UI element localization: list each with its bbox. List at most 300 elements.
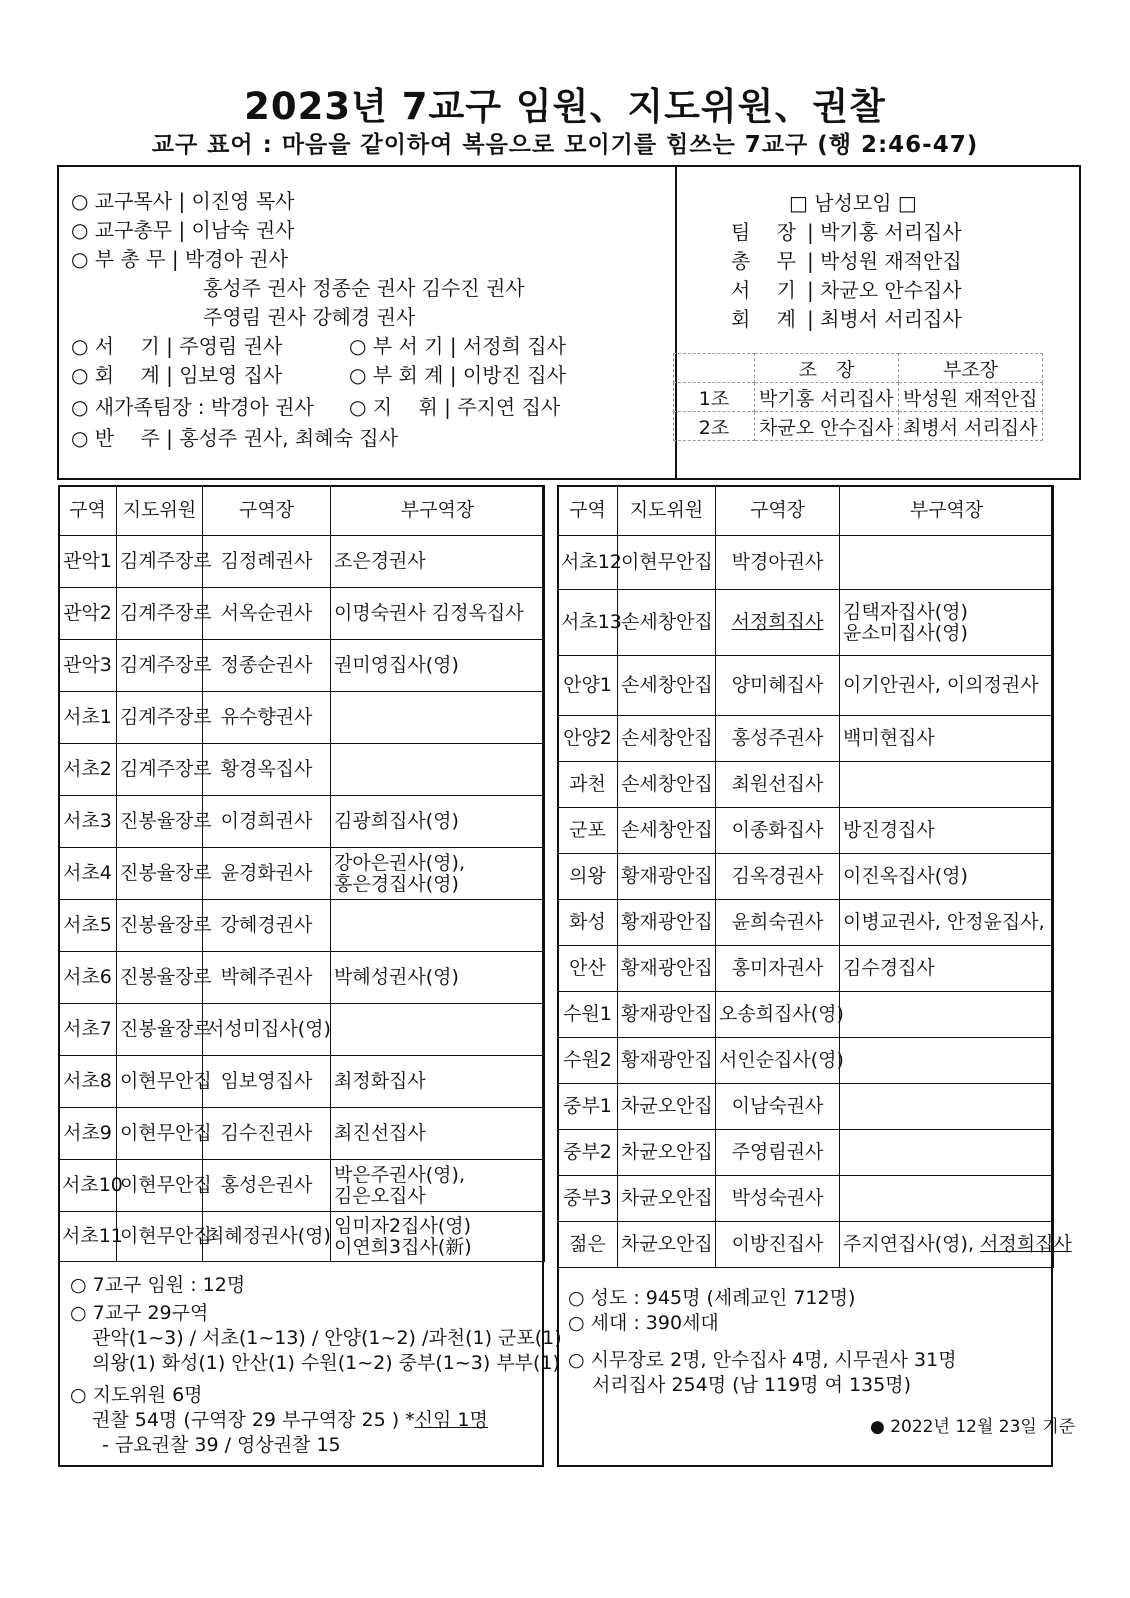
- advisor-name: [618, 656, 716, 716]
- advisor-name: [618, 1038, 716, 1084]
- advisor-name-text: 이현무안집: [120, 1225, 212, 1247]
- district-leader: [203, 1004, 331, 1056]
- district-name: [59, 1212, 123, 1262]
- advisor-name-text: 손세창안집: [621, 727, 713, 749]
- table-row: [558, 1038, 1054, 1084]
- district-leader: [203, 848, 331, 900]
- sub-leaders: [840, 590, 1054, 656]
- district-name-text: 의왕: [569, 865, 606, 887]
- advisor-name: [618, 1130, 716, 1176]
- sub-leader: 이연희3집사(新): [334, 1235, 472, 1258]
- advisor-name: [117, 952, 212, 1004]
- district-leader-text: 박혜주권사: [220, 966, 313, 988]
- district-name-text: 서초7: [63, 1018, 112, 1040]
- advisor-name: [117, 1056, 212, 1108]
- sub-leaders: [840, 854, 1054, 900]
- advisor-name-text: 손세창안집: [621, 611, 713, 633]
- district-name-text: 수원1: [563, 1003, 612, 1025]
- district-leader: [203, 536, 331, 588]
- advisor-name-text: 진봉율장로: [120, 966, 212, 988]
- officer-general: ○ 교구총무 | 이남숙 권사: [71, 218, 295, 242]
- table-row: [558, 808, 1054, 854]
- sub-leaders: [840, 900, 1054, 946]
- sub-leaders: [840, 536, 1054, 590]
- page-title: 2023년 7교구 임원、지도위원、권찰: [244, 85, 886, 128]
- sub-leader: 최정화집사: [334, 1070, 426, 1092]
- advisor-name-text: 김계주장로: [120, 758, 212, 780]
- district-leader-text: 서인순집사(영): [719, 1049, 844, 1071]
- officer-vice-treasurer: ○ 부 회 계 | 이방진 집사: [349, 363, 566, 387]
- advisor-name-text: 차균오안집: [621, 1233, 713, 1255]
- table-row: [59, 1160, 545, 1212]
- district-name-text: 관악2: [63, 602, 112, 624]
- district-name: [59, 900, 117, 952]
- table-header: 지도위원: [117, 486, 203, 536]
- advisor-name: [117, 796, 212, 848]
- table-header: 구역: [59, 486, 117, 536]
- advisor-name: [618, 1176, 716, 1222]
- district-name: [558, 992, 618, 1038]
- table-row: [59, 900, 545, 952]
- sub-leaders: [840, 1130, 1054, 1176]
- district-leader-text: 양미혜집사: [731, 674, 824, 696]
- summary-staff: ○ 시무장로 2명, 안수집사 4명, 시무권사 31명: [568, 1349, 957, 1371]
- advisor-name: [117, 744, 212, 796]
- sub-leaders: [840, 656, 1054, 716]
- sub-leader: 이기안권사, 이의정권사: [843, 674, 1039, 696]
- table-row: [59, 640, 545, 692]
- district-leader: [203, 952, 331, 1004]
- advisor-name-text: 이현무안집: [120, 1070, 212, 1092]
- district-name: [558, 536, 622, 590]
- table-header: 부구역장: [331, 486, 545, 536]
- sub-leaders: [840, 1176, 1054, 1222]
- sub-leaders: [840, 1038, 1054, 1084]
- sub-leader: 최진선집사: [334, 1122, 426, 1144]
- district-name: [59, 588, 117, 640]
- officer-vice-secretary: ○ 부 서 기 | 서정희 집사: [349, 334, 566, 358]
- district-leader: [203, 1212, 331, 1262]
- summary-advisors: ○ 지도위원 6명: [70, 1384, 203, 1406]
- sub-leaders: [331, 796, 545, 848]
- district-leader-text: 임보영집사: [220, 1070, 313, 1092]
- district-leader-text: 홍성은권사: [220, 1174, 313, 1196]
- district-name: [59, 796, 117, 848]
- table-row: [59, 1212, 545, 1262]
- district-name: [558, 946, 618, 992]
- advisor-name: [618, 716, 716, 762]
- district-leader: [203, 692, 331, 744]
- district-name-text: 서초2: [63, 758, 112, 780]
- advisor-name-text: 차균오안집: [621, 1095, 713, 1117]
- advisor-name: [618, 762, 716, 808]
- district-name: [558, 1176, 618, 1222]
- sub-leaders: [840, 762, 1054, 808]
- advisor-name: [117, 1004, 212, 1056]
- summary-gwonchal-detail: - 금요권찰 39 / 영상권찰 15: [102, 1434, 341, 1456]
- district-name-text: 서초10: [62, 1174, 123, 1196]
- advisor-name: [117, 848, 212, 900]
- advisor-name-text: 김계주장로: [120, 706, 212, 728]
- officer-pastor: ○ 교구목사 | 이진영 목사: [71, 189, 295, 213]
- district-leader: [203, 1108, 331, 1160]
- district-leader: [716, 716, 840, 762]
- advisor-name: [117, 900, 212, 952]
- officer-treasurer: ○ 회 계 | 임보영 집사: [71, 363, 283, 387]
- district-leader: [203, 588, 331, 640]
- sub-leader: 이병교권사, 안정윤집사,: [843, 911, 1045, 933]
- district-leader: [716, 656, 840, 716]
- district-name: [59, 1056, 117, 1108]
- district-leader: [716, 1176, 840, 1222]
- table-row: [59, 1108, 545, 1160]
- district-name-text: 과천: [569, 773, 606, 795]
- sub-leader: 김수경집사: [843, 957, 935, 979]
- table-header: [674, 354, 755, 383]
- advisor-name: [117, 640, 212, 692]
- men-role: 회 계: [731, 307, 796, 331]
- advisor-name: [618, 900, 716, 946]
- advisor-name-text: 진봉율장로: [120, 862, 212, 884]
- table-row: [558, 716, 1054, 762]
- advisor-name-text: 손세창안집: [621, 674, 713, 696]
- advisor-name-text: 이현무안집: [120, 1174, 212, 1196]
- sub-leader: 임미자2집사(영): [334, 1214, 472, 1237]
- district-leader: [203, 1056, 331, 1108]
- summary-officers: ○ 7교구 임원 : 12명: [70, 1274, 246, 1296]
- group-sub: 최병서 서리집사: [899, 412, 1043, 441]
- table-header: 구역: [558, 486, 618, 536]
- table-row: [558, 1176, 1054, 1222]
- district-name-text: 서초9: [63, 1122, 112, 1144]
- table-header-row: [59, 486, 545, 536]
- sub-leader: 이명숙권사 김정옥집사: [334, 602, 524, 624]
- sub-leaders: [331, 1004, 545, 1056]
- men-groups-table: [673, 353, 1043, 441]
- men-name: | 최병서 서리집사: [807, 307, 962, 331]
- advisor-name-text: 황재광안집: [621, 865, 713, 887]
- district-leader-text: 김수진권사: [220, 1122, 313, 1144]
- left-district-table: [58, 485, 545, 1262]
- sub-leaders: [331, 1108, 545, 1160]
- officer-conductor: ○ 지 휘 | 주지연 집사: [349, 395, 561, 419]
- district-leader-text: 이방진집사: [731, 1233, 824, 1255]
- district-leader-text: 이종화집사: [731, 819, 824, 841]
- sub-leaders: [331, 900, 545, 952]
- men-name: | 박성원 재적안집: [807, 249, 962, 273]
- table-row: [59, 952, 545, 1004]
- officer-accompanist: ○ 반 주 | 홍성주 권사, 최혜숙 집사: [71, 426, 398, 450]
- district-name: [59, 1108, 117, 1160]
- sub-leader: 방진경집사: [843, 819, 935, 841]
- district-name: [59, 1160, 123, 1212]
- district-name-text: 수원2: [563, 1049, 612, 1071]
- district-leader-text: 이경희권사: [220, 810, 313, 832]
- officers-box: [57, 165, 1081, 480]
- district-leader: [716, 762, 840, 808]
- district-name: [59, 848, 117, 900]
- men-name: | 박기홍 서리집사: [807, 220, 962, 244]
- sub-leader: 권미영집사(영): [334, 654, 459, 676]
- district-name-text: 안산: [569, 957, 606, 979]
- district-leader: [716, 946, 840, 992]
- district-leader-text: 홍성주권사: [731, 727, 824, 749]
- district-leader: [716, 536, 840, 590]
- sub-leaders: [331, 952, 545, 1004]
- advisor-name-text: 김계주장로: [120, 602, 212, 624]
- district-leader-text: 주영림권사: [731, 1141, 824, 1163]
- district-name: [558, 656, 618, 716]
- table-header: 부구역장: [840, 486, 1054, 536]
- district-leader-text: 홍미자권사: [731, 957, 824, 979]
- sub-leaders: [331, 1160, 545, 1212]
- district-leader: [203, 796, 331, 848]
- sub-leader: 홍은경집사(영): [334, 872, 459, 895]
- summary-deacons: 서리집사 254명 (남 119명 여 135명): [592, 1374, 912, 1396]
- summary-households: ○ 세대 : 390세대: [568, 1312, 719, 1334]
- district-name-text: 서초5: [63, 914, 112, 936]
- table-row: [558, 992, 1054, 1038]
- summary-district-list: 의왕(1) 화성(1) 안산(1) 수원(1~2) 중부(1~3) 부부(1): [92, 1352, 560, 1374]
- district-leader-text: 서정희집사: [731, 611, 824, 633]
- district-leader: [716, 992, 844, 1038]
- district-leader-text: 오송희집사(영): [719, 1003, 844, 1025]
- advisor-name: [618, 1222, 716, 1268]
- district-name-text: 관악3: [63, 654, 112, 676]
- officer-vice-general-more: 홍성주 권사 정종순 권사 김수진 권사: [203, 276, 525, 300]
- district-name: [59, 744, 117, 796]
- advisor-name: [618, 1084, 716, 1130]
- district-name: [558, 1038, 618, 1084]
- advisor-name: [618, 854, 716, 900]
- sub-leaders: [331, 744, 545, 796]
- district-leader: [716, 900, 840, 946]
- district-name: [558, 762, 618, 808]
- district-name-text: 중부2: [563, 1141, 612, 1163]
- men-role: 총 무: [731, 249, 796, 273]
- district-name-text: 안양1: [563, 674, 612, 696]
- sub-leaders: [331, 640, 545, 692]
- officer-vice-general: ○ 부 총 무 | 박경아 권사: [71, 247, 288, 271]
- table-row: [59, 848, 545, 900]
- district-leader-text: 황경옥집사: [220, 758, 313, 780]
- district-leader-text: 김옥경권사: [731, 865, 824, 887]
- men-name: | 차균오 안수집사: [807, 278, 962, 302]
- table-row: [558, 854, 1054, 900]
- sub-leader: 조은경권사: [334, 550, 426, 572]
- district-leader-text: 유수향권사: [220, 706, 313, 728]
- sub-leader: 박은주권사(영),: [334, 1163, 465, 1186]
- district-leader-text: 윤경화권사: [220, 862, 313, 884]
- district-leader: [203, 900, 331, 952]
- advisor-name: [117, 1108, 212, 1160]
- district-name: [59, 692, 117, 744]
- district-name: [558, 590, 622, 656]
- summary-district-list: 관악(1~3) / 서초(1~13) / 안양(1~2) /과천(1) 군포(1): [92, 1327, 562, 1349]
- table-header: 지도위원: [618, 486, 716, 536]
- table-row: [59, 536, 545, 588]
- table-row: [558, 946, 1054, 992]
- district-name: [59, 536, 117, 588]
- table-row: [59, 588, 545, 640]
- district-leader-text: 서옥순권사: [220, 602, 313, 624]
- table-header: 구역장: [203, 486, 331, 536]
- table-header-row: [558, 486, 1054, 536]
- district-leader: [716, 1084, 840, 1130]
- district-leader-text: 최혜정권사(영): [206, 1225, 331, 1247]
- district-name: [558, 808, 618, 854]
- advisor-name-text: 이현무안집: [120, 1122, 212, 1144]
- group-sub: 박성원 재적안집: [899, 383, 1043, 412]
- sub-leaders: [331, 692, 545, 744]
- table-header-row: [674, 354, 1043, 383]
- district-name-text: 중부3: [563, 1187, 612, 1209]
- table-row: [558, 536, 1054, 590]
- district-name: [59, 1004, 117, 1056]
- district-name-text: 서초13: [561, 611, 622, 633]
- sub-leaders: [840, 946, 1054, 992]
- officer-secretary: ○ 서 기 | 주영림 권사: [71, 334, 283, 358]
- advisor-name-text: 차균오안집: [621, 1141, 713, 1163]
- district-name-text: 서초1: [63, 706, 112, 728]
- district-name: [558, 1130, 618, 1176]
- group-leader: 차균오 안수집사: [755, 412, 899, 441]
- sub-leader: 윤소미집사(영): [843, 621, 968, 644]
- district-leader-text: 강혜경권사: [220, 914, 313, 936]
- officers-panel: [59, 167, 677, 478]
- men-group-title: □ 남성모임 □: [789, 191, 917, 215]
- district-name-text: 서초6: [63, 966, 112, 988]
- officer-newcomer-leader: ○ 새가족팀장 : 박경아 권사: [71, 395, 314, 419]
- sub-leader: 이진옥집사(영): [843, 865, 968, 887]
- group-no: 1조: [674, 383, 755, 412]
- district-name-text: 중부1: [563, 1095, 612, 1117]
- district-leader: [716, 590, 840, 656]
- sub-leaders: [331, 588, 545, 640]
- district-leader-text: 윤희숙권사: [731, 911, 824, 933]
- district-leader: [203, 1160, 331, 1212]
- table-row: [59, 1004, 545, 1056]
- table-row: [59, 796, 545, 848]
- advisor-name: [117, 536, 212, 588]
- sub-leaders: [331, 1056, 545, 1108]
- district-name-text: 서초4: [63, 862, 112, 884]
- advisor-name-text: 황재광안집: [621, 911, 713, 933]
- advisor-name: [618, 946, 716, 992]
- advisor-name-text: 진봉율장로: [120, 810, 212, 832]
- table-row: [558, 656, 1054, 716]
- district-name-text: 젊은: [569, 1233, 606, 1255]
- summary-new-count: 신임 1명: [414, 1409, 488, 1431]
- table-row: [674, 412, 1043, 441]
- advisor-name-text: 황재광안집: [621, 1049, 713, 1071]
- advisor-name-text: 김계주장로: [120, 550, 212, 572]
- district-leader: [716, 854, 840, 900]
- advisor-name-text: 이현무안집: [621, 551, 713, 573]
- table-row: [59, 744, 545, 796]
- sub-leaders: [840, 808, 1054, 854]
- summary-districts: ○ 7교구 29구역: [70, 1302, 209, 1324]
- district-name: [59, 640, 117, 692]
- district-name-text: 서초11: [62, 1225, 123, 1247]
- men-role: 팀 장: [731, 220, 796, 244]
- sub-leader: 백미현집사: [843, 727, 935, 749]
- table-row: [558, 1222, 1054, 1268]
- district-name: [558, 1222, 618, 1268]
- table-row: [59, 1056, 545, 1108]
- advisor-name-text: 손세창안집: [621, 773, 713, 795]
- district-name: [558, 716, 618, 762]
- district-leader: [716, 1038, 844, 1084]
- sub-leader: 서정희집사: [980, 1233, 1072, 1255]
- table-header: 구역장: [716, 486, 840, 536]
- sub-leader: 주지연집사(영),: [843, 1233, 981, 1255]
- advisor-name-text: 김계주장로: [120, 654, 212, 676]
- table-row: [558, 900, 1054, 946]
- sub-leaders: [840, 1084, 1054, 1130]
- table-row: [59, 692, 545, 744]
- advisor-name: [117, 1212, 212, 1262]
- district-leader: [716, 808, 840, 854]
- district-name: [558, 854, 618, 900]
- men-role: 서 기: [731, 278, 796, 302]
- district-name-text: 서초8: [63, 1070, 112, 1092]
- officer-vice-general-more: 주영림 권사 강혜경 권사: [203, 305, 416, 329]
- district-leader-text: 박성숙권사: [731, 1187, 824, 1209]
- advisor-name-text: 손세창안집: [621, 819, 713, 841]
- summary-members: ○ 성도 : 945명 (세례교인 712명): [568, 1287, 856, 1309]
- right-district-table: [557, 485, 1072, 1268]
- district-name-text: 서초3: [63, 810, 112, 832]
- district-leader-text: 최원선집사: [731, 773, 824, 795]
- sub-leader: 김택자집사(영): [843, 600, 968, 623]
- advisor-name: [117, 588, 212, 640]
- group-no: 2조: [674, 412, 755, 441]
- advisor-name: [618, 536, 716, 590]
- district-leader-text: 박경아권사: [731, 551, 824, 573]
- advisor-name-text: 차균오안집: [621, 1187, 713, 1209]
- sub-leader: 김은오집사: [334, 1184, 426, 1207]
- district-name-text: 안양2: [563, 727, 612, 749]
- sub-leaders: [840, 716, 1054, 762]
- motto: 교구 표어 : 마음을 같이하여 복음으로 모이기를 힘쓰는 7교구 (행 2:46-47): [151, 132, 979, 158]
- advisor-name: [618, 808, 716, 854]
- sub-leaders: [840, 992, 1054, 1038]
- advisor-name: [618, 590, 716, 656]
- district-name-text: 군포: [569, 819, 606, 841]
- table-row: [558, 1130, 1054, 1176]
- sub-leaders: [331, 536, 545, 588]
- district-name-text: 화성: [569, 911, 606, 933]
- sub-leader: 박혜성권사(영): [334, 966, 459, 988]
- table-header: 조 장: [755, 354, 899, 383]
- district-name-text: 관악1: [63, 550, 112, 572]
- district-leader-text: 김정례권사: [220, 550, 313, 572]
- district-name: [558, 1084, 618, 1130]
- sub-leaders: [331, 1212, 545, 1262]
- sub-leader: 김광희집사(영): [334, 810, 459, 832]
- district-name: [59, 952, 117, 1004]
- advisor-name: [618, 992, 716, 1038]
- summary-gwonchal: [92, 1407, 488, 1434]
- advisor-name-text: 진봉율장로: [120, 914, 212, 936]
- table-row: [674, 383, 1043, 412]
- table-header: 부조장: [899, 354, 1043, 383]
- table-row: [558, 1084, 1054, 1130]
- table-row: [558, 590, 1054, 656]
- district-name-text: 서초12: [561, 551, 622, 573]
- sub-leader: 강아은권사(영),: [334, 851, 465, 874]
